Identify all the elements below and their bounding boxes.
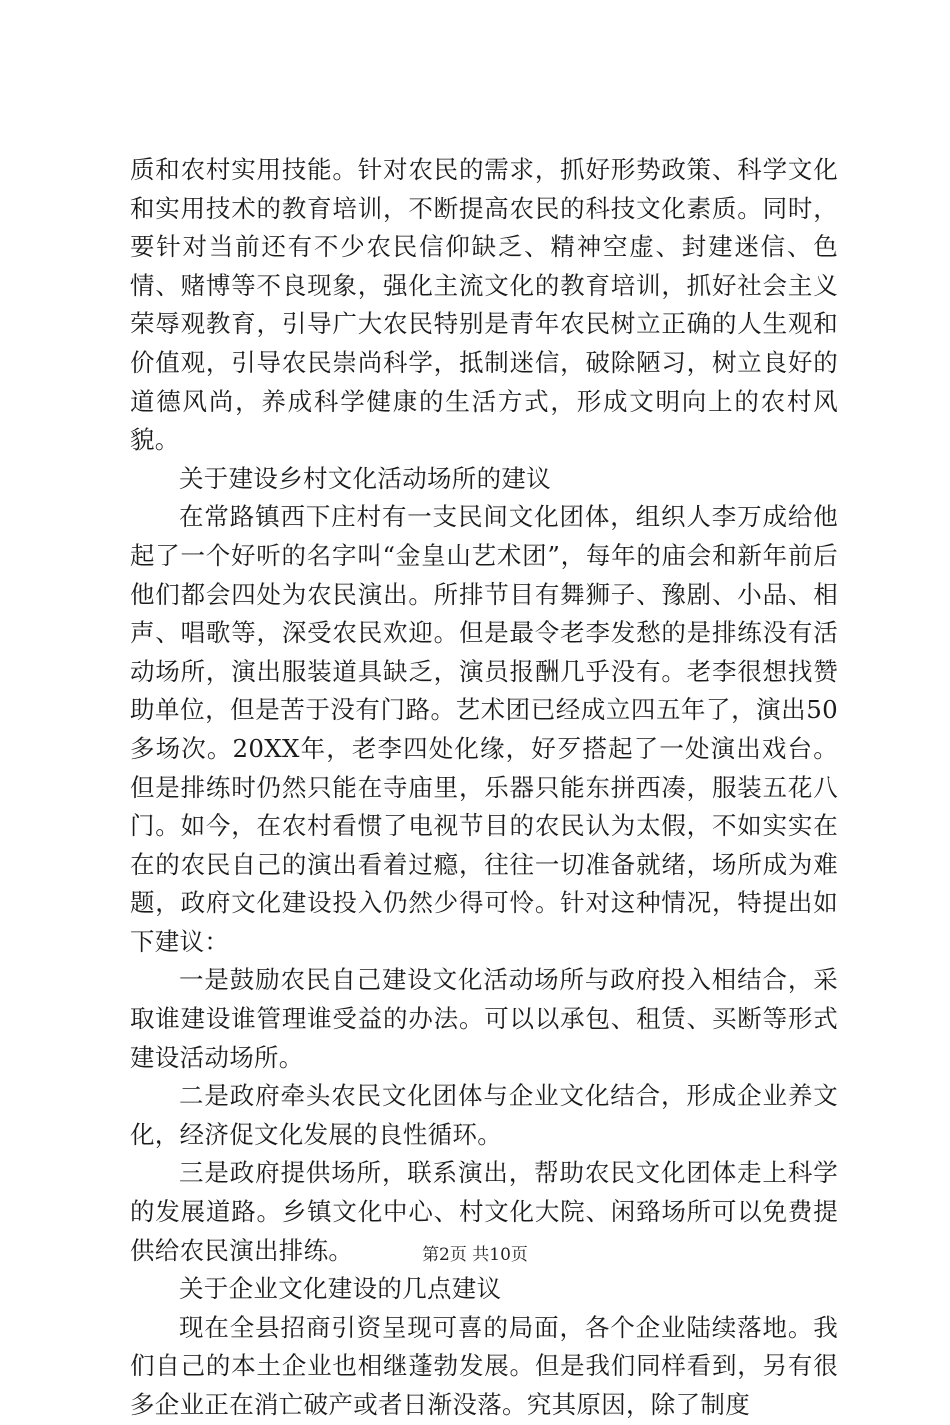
paragraph-4: 二是政府牵头农民文化团体与企业文化结合，形成企业养文化，经济促文化发展的良性循环。 — [130, 1081, 838, 1149]
section-heading-venues: 关于建设乡村文化活动场所的建议 — [179, 463, 551, 493]
paragraph-3: 一是鼓励农民自己建设文化活动场所与政府投入相结合，采取谁建设谁管理谁受益的办法。可以以承包、租赁、买断等形式建设活动场所。 — [130, 965, 838, 1072]
document-body — [130, 151, 838, 1425]
paragraph-1: 质和农村实用技能。针对农民的需求，抓好形势政策、科学文化和实用技术的教育培训，不断提高农民的科技文化素质。同时，要针对当前还有不少农民信仰缺乏、精神空虚、封建迷信、色情、赌博等不良现象，强化主流文化的教育培训，抓好社会主义荣辱观教育，引导广大农民特别是青年农民树立正确的人生观和价值观，引导农民崇尚科学，抵制迷信，破除陋习，树立良好的道德风尚，养成科学健康的生活方式，形成文明向上的农村风貌。 — [130, 155, 838, 455]
section-heading-enterprise: 关于企业文化建设的几点建议 — [179, 1274, 502, 1304]
paragraph-2: 在常路镇西下庄村有一支民间文化团体，组织人李万成给他起了一个好听的名字叫“金皇山艺术团”，每年的庙会和新年前后他们都会四处为农民演出。所排节目有舞狮子、豫剧、小品、相声、唱歌等，深受农民欢迎。但是最令老李发愁的是排练没有活动场所，演出服装道具缺乏，演员报酬几乎没有。老李很想找赞助单位，但是苦于没有门路。艺术团已经成立四五年了，演出50多场次。20XX年，老李四处化缘，好歹搭起了一处演出戏台。但是排练时仍然只能在寺庙里，乐器只能东拼西凑，服装五花八门。如今，在农村看惯了电视节目的农民认为太假，不如实实在在的农民自己的演出看着过瘾，往往一切准备就绪，场所成为难题，政府文化建设投入仍然少得可怜。针对这种情况，特提出如下建议： — [130, 502, 838, 956]
paragraph-5: 三是政府提供场所，联系演出，帮助农民文化团体走上科学的发展道路。乡镇文化中心、村文化大院、闲臵场所可以免费提供给农民演出排练。 — [130, 1158, 838, 1265]
paragraph-6: 现在全县招商引资呈现可喜的局面，各个企业陆续落地。我们自己的本土企业也相继蓬勃发展。但是我们同样看到，另有很多企业正在消亡破产或者日渐没落。究其原因，除了制度 — [130, 1312, 838, 1419]
page-footer: 第2页 共10页 — [422, 1245, 528, 1265]
